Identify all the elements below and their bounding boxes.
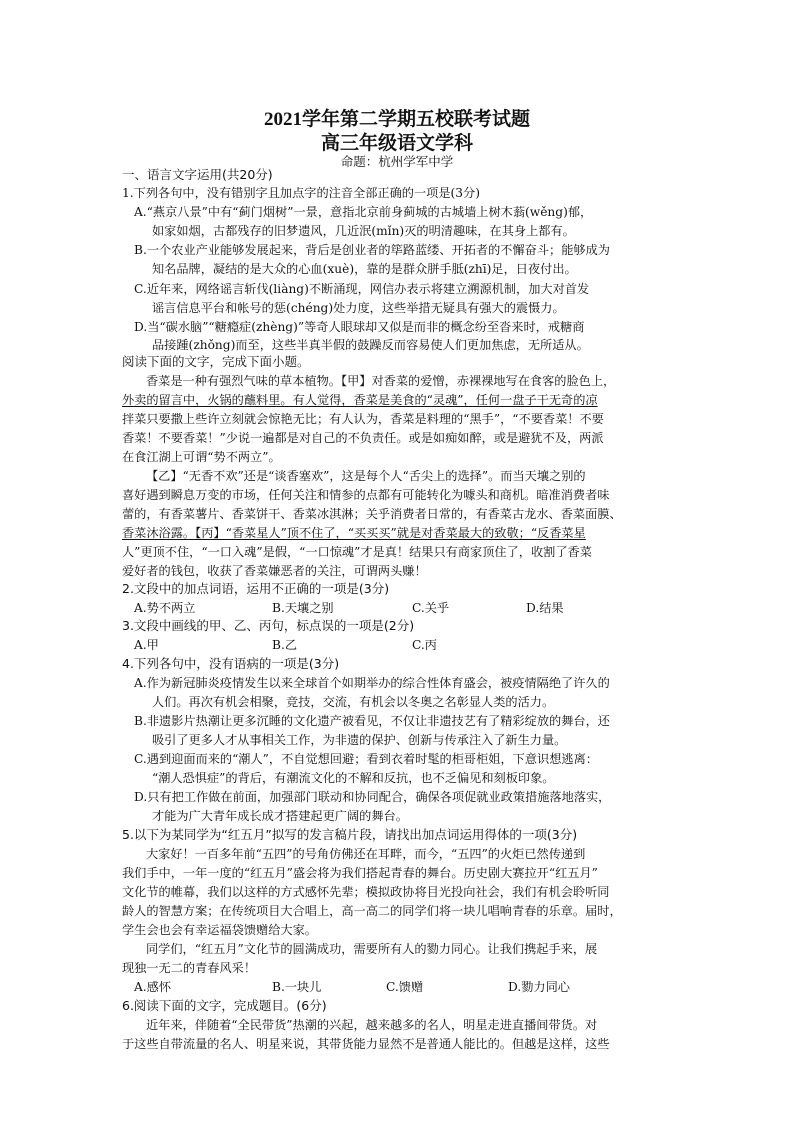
- option-d: D.结果: [526, 601, 564, 615]
- passage-line: 在食江湖上可谓“势不两立”。: [122, 450, 281, 464]
- passage-line: 香菜沐浴露。【丙】“香菜星人”顶不住了，“买买买”就是对香菜最大的致敬；“反香菜星: [122, 526, 586, 540]
- option-line: C.近年来，网络谣言斩伐(liàng)不断涌现，网信办表示将建立溯源机制，加大对首发: [134, 282, 590, 296]
- question-stem: 5.以下为某同学为“红五月”拟写的发言稿片段，请找出加点词运用得体的一项(3分): [122, 827, 578, 842]
- option-c: C.关乎: [412, 601, 450, 615]
- option-a: A.甲: [134, 638, 159, 652]
- reading-instruction: 阅读下面的文字，完成下面小题。: [122, 354, 310, 369]
- option-line: 吸引了更多人才从事相关工作，为非遗的保护、创新与传承注入了新生力量。: [152, 733, 567, 747]
- option-line: A.作为新冠肺炎疫情发生以来全球首个如期举办的综合性体育盛会，被疫情隔绝了许久的: [134, 676, 610, 690]
- question-stem: 4.下列各句中，没有语病的一项是(3分): [122, 656, 340, 671]
- passage-line: 香菜！不要香菜！”少说一遍都是对自己的不负责任。或是如痴如醉，或是避犹不及，两派: [122, 431, 604, 445]
- option-b: B.一块儿: [272, 980, 322, 994]
- passage-line: 我们手中，一年一度的“红五月”盛会将为我们搭起青春的舞台。历史剧大赛拉开“红五月”: [122, 866, 598, 880]
- passage-line: 同学们，“红五月”文化节的圆满成功，需要所有人的勠力同心。让我们携起手来，展: [146, 942, 598, 956]
- question-stem: 6.阅读下面的文字，完成题目。(6分): [122, 998, 327, 1013]
- option-line: D.只有把工作做在前面，加强部门联动和协同配合，确保各项促就业政策措施落地落实，: [134, 790, 611, 804]
- option-line: “潮人恐惧症”的背后，有潮流文化的不解和反抗，也不乏偏见和刻板印象。: [152, 771, 555, 785]
- passage-line: 近年来，伴随着“全民带货”热潮的兴起，越来越多的名人，明星走进直播间带货。对: [146, 1018, 598, 1032]
- passage-line: 拌菜只要撒上些许立刻就会惊艳无比；有人认为，香菜是料理的“黑手”，“不要香菜！不要: [122, 412, 604, 426]
- passage-line: 大家好！一百多年前“五四”的号角仿佛还在耳畔，而今，“五四”的火炬已然传递到: [146, 847, 586, 861]
- option-a: A.感怀: [134, 980, 172, 994]
- option-line: C.遇到迎面而来的“潮人”，不自觉想回避；看到衣着时髦的柜哥柜姐，下意识想逃离：: [134, 752, 598, 766]
- option-line: 谣言信息平台和帐号的惩(chéng)处力度，这些举措无疑具有强大的震慑力。: [152, 301, 565, 315]
- option-b: B.乙: [272, 638, 298, 652]
- passage-line: 【乙】“无香不欢”还是“谈香塞欢”，这是每个人“舌尖上的选择”。而当天壤之别的: [146, 469, 586, 483]
- option-line: 如家如烟，古都残存的旧梦遗风，几近泯(mǐn)灭的明清趣味，在其身上都有。: [152, 224, 575, 238]
- passage-line: 喜好遇到瞬息万变的市场，任何关注和情参的点都有可能转化为噱头和商机。暗准消费者味: [122, 488, 610, 502]
- option-b: B.天壤之别: [272, 601, 334, 615]
- option-line: B.非遗影片热潮让更多沉睡的文化遗产被看见，不仅让非遗技艺有了精彩绽放的舞台，还: [134, 714, 610, 728]
- exam-title: 2021学年第二学期五校联考试题: [263, 109, 530, 130]
- passage-line: 香菜是一种有强烈气味的草本植物。【甲】对香菜的爱憎，赤裸裸地写在食客的脸色上，: [146, 374, 616, 388]
- option-line: B.一个农业产业能够发展起来，背后是创业者的筚路蓝缕、开拓者的不懈奋斗；能够成为: [134, 243, 610, 257]
- option-a: A.势不两立: [134, 601, 196, 615]
- option-c: C.馈赠: [386, 980, 424, 994]
- passage-line: 蕾的，有香菜薯片、香菜饼干、香菜冰淇淋；关乎消费者日常的，有香菜古龙水、香菜面膜、: [122, 507, 622, 521]
- passage-line: 外卖的留言中，火锅的蘸料里。有人觉得，香菜是美食的“灵魂”，任何一盘子干无奇的凉: [122, 393, 598, 407]
- option-line: D.当“碳水脑”“糖瘾症(zhèng)”等奇人眼球却又似是而非的概念纷至沓来时，戒糖商: [134, 320, 585, 334]
- exam-author: 命题：杭州学军中学: [340, 154, 454, 169]
- passage-line: 爱好者的钱包，收获了香菜嫌恶者的关注，可谓两头赚！: [122, 564, 427, 578]
- passage-line: 龄人的智慧方案；在传统项目大合唱上，高一高二的同学们将一块儿唱响青春的乐章。届时，: [122, 904, 622, 918]
- passage-line: 学生会也会有幸运福袋馈赠给大家。: [122, 923, 317, 937]
- section-heading: 一、语言文字运用(共20分): [122, 167, 273, 182]
- option-c: C.丙: [412, 638, 437, 652]
- question-stem: 2.文段中的加点词语，运用不正确的一项是(3分): [122, 581, 390, 596]
- option-line: 才能为广大青年成长成才搭建起更广阔的舞台。: [152, 809, 408, 823]
- option-line: A.“燕京八景”中有“蓟门烟树”一景，意指北京前身蓟城的古城墙上树木蓊(wěng)郁，: [134, 205, 593, 219]
- question-stem: 1.下列各句中，没有错别字且加点字的注音全部正确的一项是(3分): [122, 186, 480, 200]
- passage-line: 于这些自带流量的名人、明星来说，其带货能力显然不是普通人能比的。但越是这样，这些: [122, 1037, 610, 1051]
- option-line: 知名品牌，凝结的是大众的心血(xuè)，靠的是群众胼手胝(zhī)足，日夜付出。: [152, 262, 577, 276]
- option-line: 品接踵(zhǒng)而至，这些半真半假的鼓躁反而容易使人们更加焦虑，无所适从。: [152, 338, 589, 352]
- passage-line: 人”更顶不住，“一口入魂”是假，“一口惊魂”才是真！结果只有商家顶住了，收割了香菜: [122, 545, 592, 559]
- passage-line: 文化节的帷幕，我们以这样的方式感怀先辈；模拟政协将目光投向社会，我们有机会聆听同: [122, 885, 610, 899]
- exam-subtitle: 高三年级语文学科: [320, 133, 473, 154]
- passage-line: 现独一无二的青春风采！: [122, 961, 257, 975]
- option-d: D.勠力同心: [508, 980, 570, 994]
- option-line: 人们。再次有机会相聚，竞技，交流，有机会以冬奥之名彰显人类的活力。: [152, 695, 555, 709]
- question-stem: 3.文段中画线的甲、乙、丙句，标点误的一项是(2分): [122, 618, 415, 633]
